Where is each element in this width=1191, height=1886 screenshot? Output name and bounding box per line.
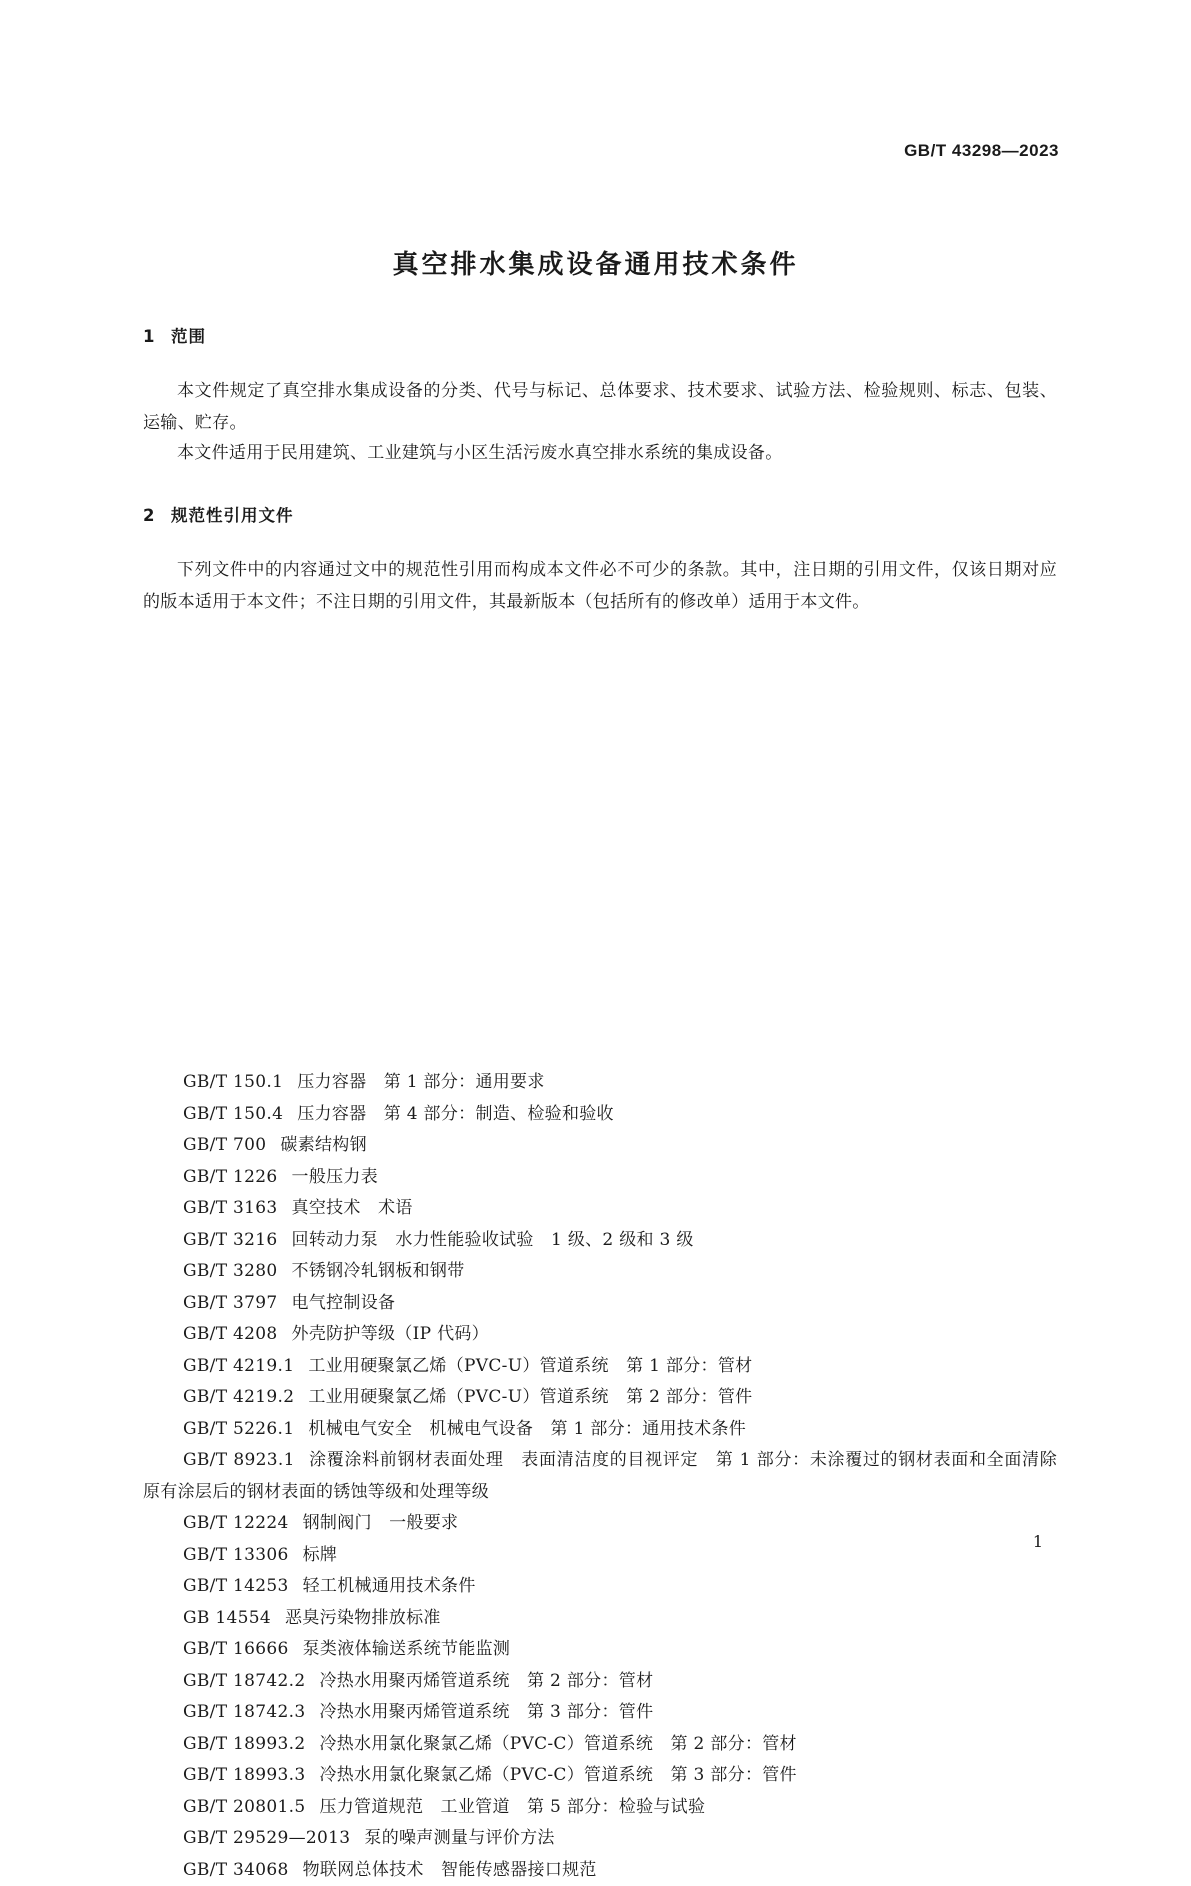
- reference-code: GB/T 150.4: [183, 1104, 283, 1124]
- page-number: 1: [1033, 1532, 1043, 1551]
- section-number: 1: [143, 327, 171, 346]
- reference-code: GB/T 29529—2013: [183, 1828, 350, 1848]
- normative-references-list: [143, 1067, 1057, 1886]
- reference-item: [143, 1445, 1057, 1508]
- section-title: 范围: [171, 327, 206, 346]
- reference-item: [143, 1855, 1057, 1886]
- reference-code: GB/T 4208: [183, 1324, 278, 1344]
- reference-item: [143, 1414, 1057, 1446]
- reference-item: [143, 1571, 1057, 1603]
- reference-title: 不锈钢冷轧钢板和钢带: [292, 1261, 465, 1281]
- reference-title: 工业用硬聚氯乙烯（PVC-U）管道系统 第 1 部分：管材: [308, 1356, 752, 1376]
- section-2-heading: [143, 502, 294, 526]
- reference-item: [143, 1792, 1057, 1824]
- reference-code: GB/T 13306: [183, 1545, 289, 1565]
- reference-title: 电气控制设备: [292, 1293, 396, 1313]
- reference-title: 碳素结构钢: [280, 1135, 367, 1155]
- reference-item: [143, 1162, 1057, 1194]
- reference-item: [143, 1729, 1057, 1761]
- reference-item: [143, 1256, 1057, 1288]
- reference-item: [143, 1603, 1057, 1635]
- reference-title: 冷热水用氯化聚氯乙烯（PVC-C）管道系统 第 2 部分：管材: [319, 1734, 796, 1754]
- reference-code: GB/T 3163: [183, 1198, 278, 1218]
- reference-title: 泵的噪声测量与评价方法: [364, 1828, 554, 1848]
- reference-title: 钢制阀门 一般要求: [303, 1513, 459, 1533]
- reference-item: [143, 1508, 1057, 1540]
- reference-code: GB/T 8923.1: [183, 1450, 295, 1470]
- reference-item: [143, 1382, 1057, 1414]
- reference-title: 机械电气安全 机械电气设备 第 1 部分：通用技术条件: [308, 1419, 746, 1439]
- reference-code: GB/T 18993.3: [183, 1765, 305, 1785]
- reference-item: [143, 1697, 1057, 1729]
- reference-title: 压力管道规范 工业管道 第 5 部分：检验与试验: [319, 1797, 705, 1817]
- reference-code: GB/T 18742.2: [183, 1671, 305, 1691]
- reference-title: 泵类液体输送系统节能监测: [303, 1639, 511, 1659]
- reference-title: 压力容器 第 1 部分：通用要求: [297, 1072, 544, 1092]
- document-title: 真空排水集成设备通用技术条件: [0, 244, 1191, 281]
- reference-item: [143, 1351, 1057, 1383]
- reference-code: GB/T 3216: [183, 1230, 278, 1250]
- reference-title: 涂覆涂料前钢材表面处理 表面清洁度的目视评定 第 1 部分：未涂覆过的钢材表面和全面清除原有涂层后的钢材表面的锈蚀等级和处理等级: [143, 1450, 1057, 1502]
- reference-title: 工业用硬聚氯乙烯（PVC-U）管道系统 第 2 部分：管件: [308, 1387, 752, 1407]
- reference-code: GB/T 18993.2: [183, 1734, 305, 1754]
- reference-item: [143, 1099, 1057, 1131]
- reference-title: 冷热水用聚丙烯管道系统 第 3 部分：管件: [319, 1702, 653, 1722]
- section-number: 2: [143, 506, 171, 525]
- reference-item: [143, 1067, 1057, 1099]
- reference-code: GB/T 1226: [183, 1167, 278, 1187]
- reference-code: GB/T 3280: [183, 1261, 278, 1281]
- reference-code: GB/T 14253: [183, 1576, 289, 1596]
- reference-code: GB/T 700: [183, 1135, 266, 1155]
- section-1-heading: [143, 323, 206, 347]
- reference-code: GB/T 4219.1: [183, 1356, 294, 1376]
- standard-code: GB/T 43298—2023: [904, 141, 1059, 161]
- reference-item: [143, 1319, 1057, 1351]
- reference-item: [143, 1288, 1057, 1320]
- references-intro-paragraph: 下列文件中的内容通过文中的规范性引用而构成本文件必不可少的条款。其中，注日期的引用文件，仅该日期对应的版本适用于本文件；不注日期的引用文件，其最新版本（包括所有的修改单）适用于本文件。: [143, 555, 1057, 618]
- reference-item: [143, 1634, 1057, 1666]
- reference-title: 回转动力泵 水力性能验收试验 1 级、2 级和 3 级: [292, 1230, 694, 1250]
- reference-title: 物联网总体技术 智能传感器接口规范: [303, 1860, 597, 1880]
- reference-title: 恶臭污染物排放标准: [285, 1608, 441, 1628]
- reference-title: 外壳防护等级（IP 代码）: [292, 1324, 489, 1344]
- reference-title: 压力容器 第 4 部分：制造、检验和验收: [297, 1104, 614, 1124]
- reference-code: GB/T 4219.2: [183, 1387, 294, 1407]
- reference-title: 冷热水用氯化聚氯乙烯（PVC-C）管道系统 第 3 部分：管件: [319, 1765, 796, 1785]
- scope-paragraph-2: 本文件适用于民用建筑、工业建筑与小区生活污废水真空排水系统的集成设备。: [143, 438, 1057, 470]
- reference-item: [143, 1225, 1057, 1257]
- reference-item: [143, 1130, 1057, 1162]
- reference-code: GB/T 150.1: [183, 1072, 283, 1092]
- reference-code: GB/T 34068: [183, 1860, 289, 1880]
- reference-code: GB/T 5226.1: [183, 1419, 294, 1439]
- reference-code: GB/T 16666: [183, 1639, 289, 1659]
- reference-item: [143, 1666, 1057, 1698]
- reference-item: [143, 1760, 1057, 1792]
- reference-title: 标牌: [303, 1545, 338, 1565]
- reference-code: GB/T 3797: [183, 1293, 278, 1313]
- reference-item: [143, 1823, 1057, 1855]
- section-title: 规范性引用文件: [171, 506, 294, 525]
- reference-title: 轻工机械通用技术条件: [303, 1576, 476, 1596]
- reference-code: GB/T 20801.5: [183, 1797, 305, 1817]
- reference-code: GB/T 18742.3: [183, 1702, 305, 1722]
- scope-paragraph-1: 本文件规定了真空排水集成设备的分类、代号与标记、总体要求、技术要求、试验方法、检验规则、标志、包装、运输、贮存。: [143, 376, 1057, 439]
- reference-code: GB/T 12224: [183, 1513, 289, 1533]
- reference-item: [143, 1540, 1057, 1572]
- reference-title: 真空技术 术语: [292, 1198, 413, 1218]
- reference-title: 冷热水用聚丙烯管道系统 第 2 部分：管材: [319, 1671, 653, 1691]
- reference-title: 一般压力表: [292, 1167, 379, 1187]
- reference-code: GB 14554: [183, 1608, 271, 1628]
- reference-item: [143, 1193, 1057, 1225]
